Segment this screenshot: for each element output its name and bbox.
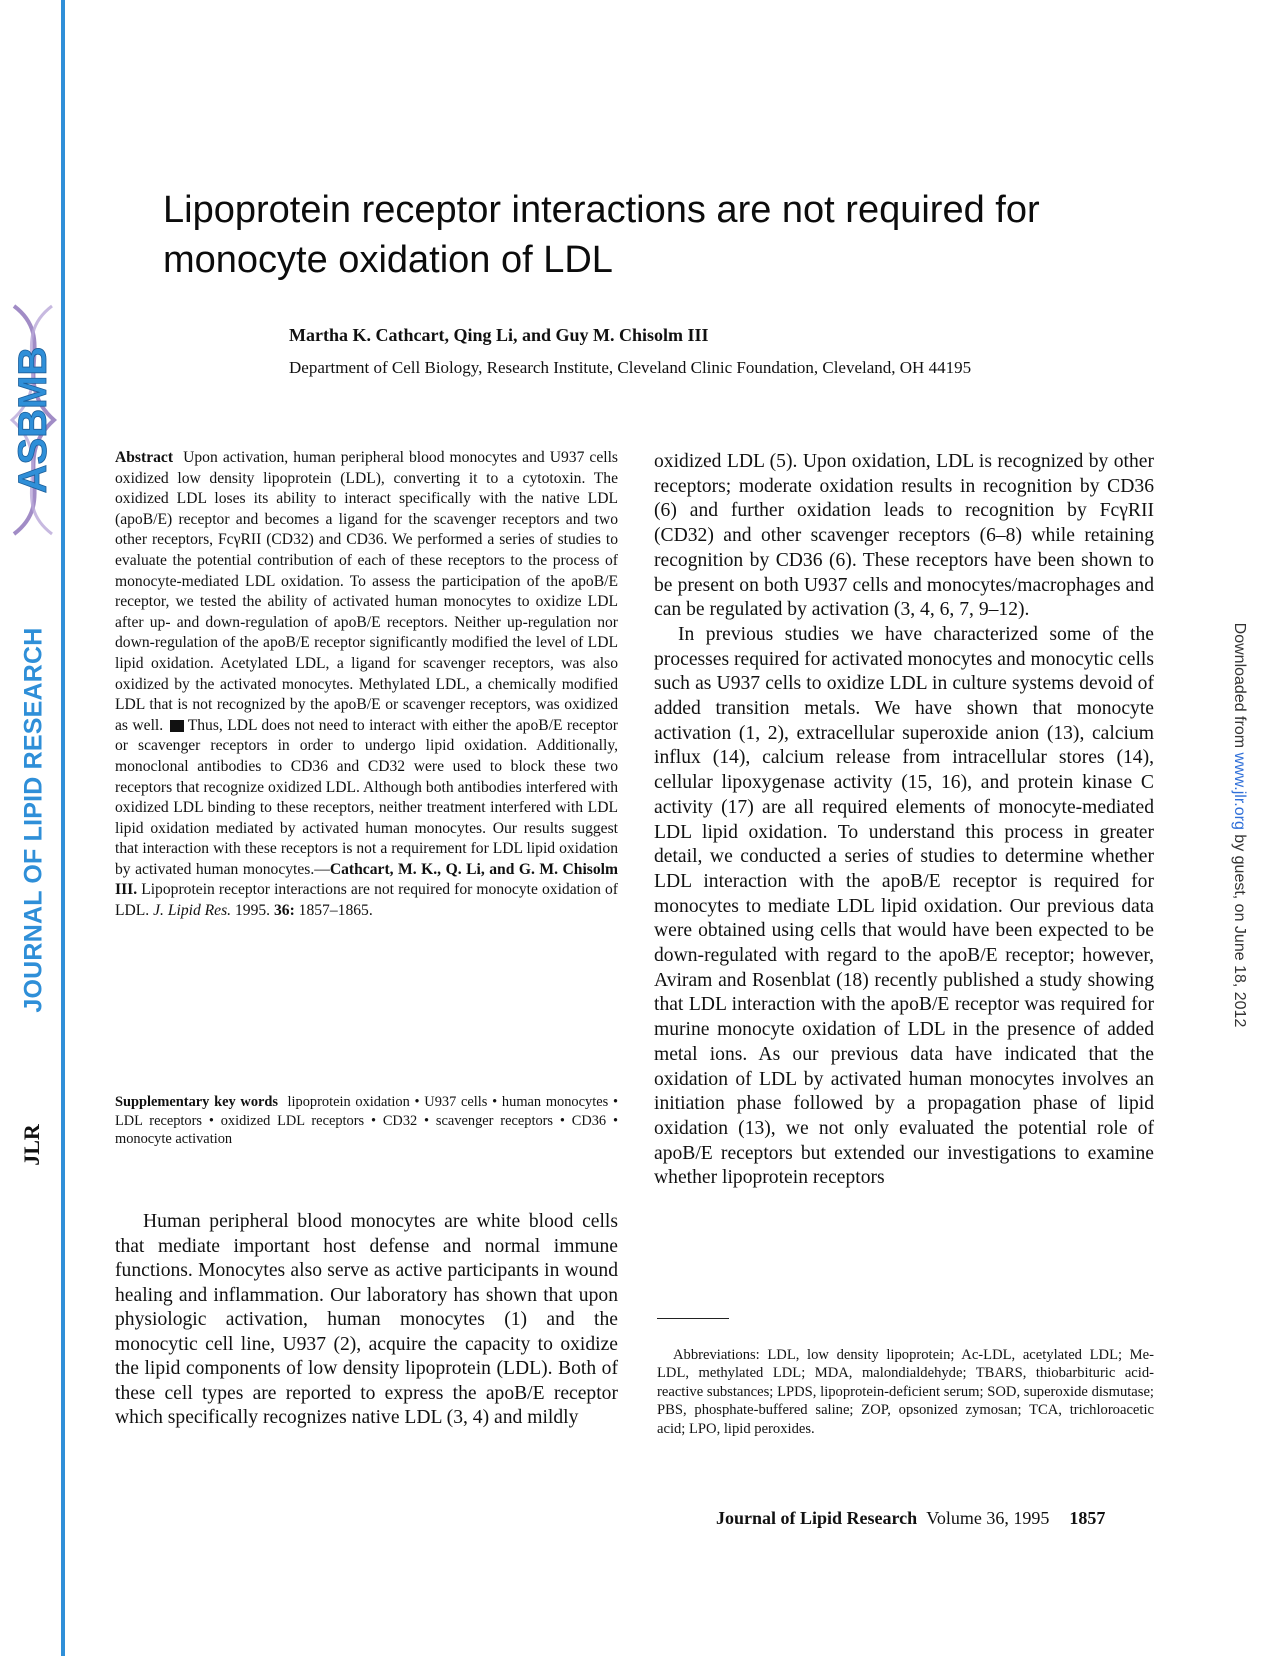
watermark-prefix: Downloaded from — [1231, 622, 1248, 753]
page-footer — [716, 1508, 1105, 1529]
article-authors: Martha K. Cathcart, Qing Li, and Guy M. Chisolm III — [289, 325, 709, 345]
citation-authors: Cathcart, M. K., Q. Li, and G. M. Chisolm III. — [115, 860, 618, 899]
keywords-text: lipoprotein oxidation • U937 cells • human monocytes • LDL receptors • oxidized LDL receptors • CD32 • scavenger receptors • CD36 • monocyte activation — [115, 1094, 618, 1147]
right-column — [654, 450, 1154, 1191]
abstract-text-part2: Thus, LDL does not need to interact with either the apoB/E receptor or scavenger receptors in order to undergo lipid oxidation. Additionally, monoclonal antibodies to CD36 and CD32 were used to block these two receptors that recognize oxidized LDL. Although both antibodies interfered with oxidized LDL binding to these receptors, neither treatment interfered with LDL lipid oxidation mediated by activated human monocytes. Our results suggest that interaction with these receptors is not a requirement for LDL lipid oxidation by activated human monocytes.— — [115, 716, 619, 878]
jlr-logo-icon: JLR — [19, 1124, 44, 1166]
abstract — [115, 448, 618, 922]
abstract-label: Abstract — [115, 449, 174, 466]
supplementary-key-words — [115, 1093, 618, 1149]
supplementary-material-icon[interactable] — [170, 720, 184, 732]
article-title: Lipoprotein receptor interactions are not required for monocyte oxidation of LDL — [163, 189, 1040, 281]
sidebar-journal-name: JOURNAL OF LIPID RESEARCH — [19, 627, 48, 1013]
abbreviations-footnote: Abbreviations: LDL, low density lipoprotein; Ac-LDL, acetylated LDL; Me-LDL, methylated LDL; MDA, malondialdehyde; TBARS, thiobarbituric acid-reactive substances; LPDS, lipoprotein-deficient serum; SOD, superoxide dismutase; PBS, phosphate-buffered saline; ZOP, opsonized zymosan; TCA, trichloroacetic acid; LPO, lipid peroxides. — [657, 1347, 1154, 1437]
footer-volume: Volume 36, 1995 — [926, 1508, 1050, 1528]
citation-volume: 36: — [273, 902, 295, 920]
citation-title: Lipoprotein receptor interactions are not required for monocyte oxidation of LDL. — [115, 881, 618, 920]
footer-journal: Journal of Lipid Research — [716, 1508, 918, 1528]
citation-journal: J. Lipid Res. — [153, 902, 232, 920]
asbmb-logo — [4, 300, 62, 540]
article-affiliation: Department of Cell Biology, Research Institute, Cleveland Clinic Foundation, Cleveland, OH 44195 — [289, 358, 972, 377]
right-column-paragraph-1: oxidized LDL (5). Upon oxidation, LDL is recognized by other receptors; moderate oxidation results in recognition by CD36 (6) and further oxidation leads to recognition by FcγRII (CD32) and other scavenger receptors (6–8) while retaining recognition by CD36 (6). These receptors have been shown to be present on both U937 cells and monocytes/macrophages and can be regulated by activation (3, 4, 6, 7, 9–12). — [654, 451, 1154, 621]
citation-pages: 1857–1865. — [294, 902, 373, 920]
watermark-suffix: by guest, on June 18, 2012 — [1231, 829, 1248, 1028]
right-column-paragraph-2: In previous studies we have characterized some of the processes required for activated monocytes and monocytic cells such as U937 cells to oxidize LDL in culture systems devoid of added transition metals. We have shown that monocyte activation (1, 2), extracellular superoxide anion (13), calcium influx (14), calcium release from intracellular stores (14), cellular lipoxygenase activity (15, 16), and protein kinase C activity (17) are all required elements of monocyte-mediated LDL lipid oxidation. To understand this process in greater detail, we conducted a series of studies to determine whether LDL interaction with the apoB/E receptor is required for monocytes to mediate LDL lipid oxidation. Our previous data were obtained using cells that would have been expected to be down-regulated with regard to the apoB/E receptor; however, Aviram and Rosenblat (18) recently published a study showing that LDL interaction with the apoB/E receptor was required for murine monocyte oxidation of LDL in the presence of added metal ions. As our previous data have indicated that the oxidation of LDL by activated human monocytes involves an initiation phase followed by a propagation phase of lipid oxidation (13), we not only evaluated the potential role of apoB/E receptors but extended our investigations to examine whether lipoprotein receptors — [654, 623, 1155, 1189]
introduction-paragraph: Human peripheral blood monocytes are white blood cells that mediate important host defense and normal immune functions. Monocytes also serve as active participants in wound healing and inflammation. Our laboratory has shown that upon physiologic activation, human monocytes (1) and the monocytic cell line, U937 (2), acquire the capacity to oxidize the lipid components of low density lipoprotein (LDL). Both of these cell types are reported to express the apoB/E receptor which specifically recognizes native LDL (3, 4) and mildly — [115, 1211, 618, 1428]
page-number: 1857 — [1069, 1508, 1106, 1528]
download-watermark — [1230, 623, 1248, 1028]
logo-text: ASBMB — [11, 346, 55, 494]
abstract-text-part1: Upon activation, human peripheral blood monocytes and U937 cells oxidized low density lipoprotein (LDL), converting it to a cytotoxin. The oxidized LDL loses its ability to interact specifically with the native LDL (apoB/E) receptor and becomes a ligand for the scavenger receptors and two other receptors, FcγRII (CD32) and CD36. We performed a series of studies to evaluate the potential contribution of each of these receptors to the process of monocyte-mediated LDL oxidation. To assess the participation of the apoB/E receptor, we tested the ability of activated human monocytes to oxidize LDL after up- and down-regulation of apoB/E receptors. Neither up-regulation nor down-regulation of the apoB/E receptor significantly modified the level of LDL lipid oxidation. Acetylated LDL, a ligand for scavenger receptors, was also oxidized by the activated monocytes. Methylated LDL, a chemically modified LDL that is not recognized by the apoB/E or scavenger receptors, was oxidized as well. — [115, 449, 618, 734]
footnote-divider — [657, 1318, 729, 1319]
keywords-label: Supplementary key words — [115, 1094, 279, 1110]
watermark-link[interactable]: www.jlr.org — [1231, 752, 1248, 830]
citation-year: 1995. — [231, 902, 274, 920]
